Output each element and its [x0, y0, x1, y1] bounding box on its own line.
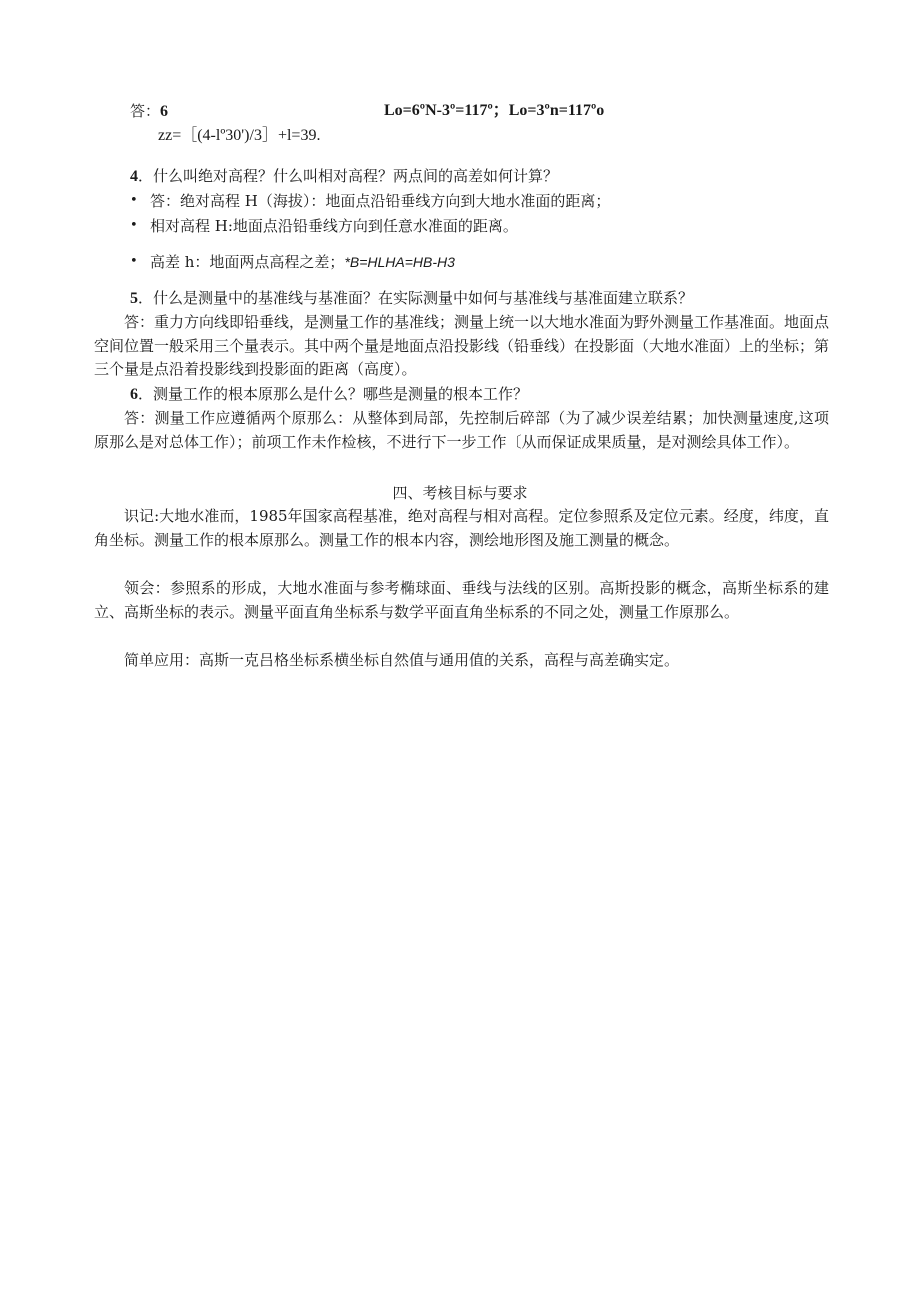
- answer3-formula2: zz=［(4-lº30')/3］+l=39.: [158, 127, 321, 144]
- q4-num: 4: [130, 168, 138, 185]
- q6-answer: 答：测量工作应遵循两个原那么：从整体到局部，先控制后碎部（为了减少误差结累；加快测量速度,这项原那么是对总体工作）；前项工作未作检核，不进行下一步工作〔从而保证成果质量，是对测绘具体工作）。: [94, 409, 829, 451]
- bullet-icon: •: [130, 218, 138, 233]
- section-paragraph-apply: 简单应用：高斯一克吕格坐标系横坐标自然值与通用值的关系，高程与高差确实定。: [124, 651, 680, 669]
- q4-bullet-1: 答：绝对高程 H（海拔）：地面点沿铅垂线方向到大地水准面的距离；: [150, 192, 611, 210]
- bullet-icon: •: [130, 254, 138, 269]
- q6-question: ．测量工作的根本原那么是什么？哪些是测量的根本工作？: [138, 385, 529, 403]
- section-paragraph-understand: 领会：参照系的形成，大地水准面与参考椭球面、垂线与法线的区别。高斯投影的概念，高斯坐标系的建立、高斯坐标的表示。测量平面直角坐标系与数学平面直角坐标系的不同之处，测量工作原那么。: [94, 579, 829, 621]
- q4-question-line: [130, 165, 558, 188]
- q5-question: ．什么是测量中的基准线与基准面？在实际测量中如何与基准线与基准面建立联系？: [138, 289, 694, 307]
- q5-question-line: [130, 287, 693, 310]
- q4-bullet-3-formula: *B=HLHA=HB-H3: [344, 254, 455, 270]
- q6-question-line: [130, 383, 528, 406]
- answer3-num: 6: [160, 103, 169, 120]
- q4-question: ．什么叫绝对高程？什么叫相对高程？两点间的高差如何计算？: [138, 167, 559, 185]
- bullet-icon: •: [130, 193, 138, 208]
- q5-num: 5: [130, 290, 138, 307]
- section-title: 四、考核目标与要求: [392, 484, 528, 502]
- q6-num: 6: [130, 386, 138, 403]
- q5-answer: 答：重力方向线即铅垂线，是测量工作的基准线；测量上统一以大地水准面为野外测量工作基准面。地面点空间位置一般采用三个量表示。其中两个量是地面点沿投影线（铅垂线）在投影面（大地水准面）上的坐标；第三个量是点沿着投影线到投影面的距离（高度）。: [94, 313, 830, 378]
- section-paragraph-recall: 识记:大地水准而，1985年国家高程基准，绝对高程与相对高程。定位参照系及定位元素。经度，纬度，直角坐标。测量工作的根本原那么。测量工作的根本内容，测绘地形图及施工测量的概念。: [94, 507, 829, 549]
- answer3-line1: [130, 100, 168, 123]
- answer3-label: 答：: [130, 102, 161, 120]
- q4-bullet-3-text: 高差 h：地面两点高程之差；: [150, 253, 345, 271]
- q4-bullet-2: 相对高程 H:地面点沿铅垂线方向到任意水准面的距离。: [150, 217, 518, 235]
- answer3-formula-right: Lo=6ºN-3º=117º；Lo=3ºn=117ºo: [384, 102, 605, 119]
- q4-bullet-3: [150, 251, 455, 273]
